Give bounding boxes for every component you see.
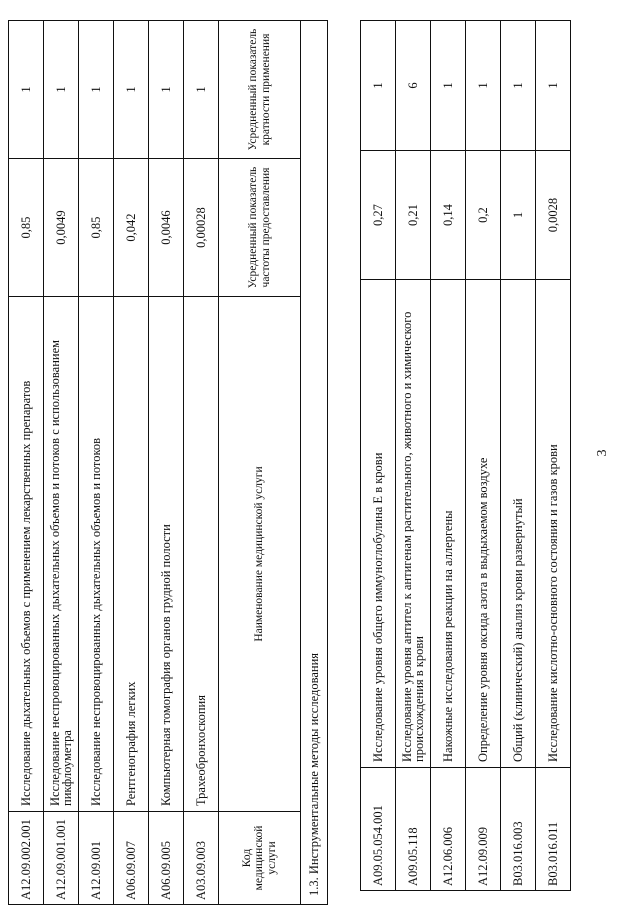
multiplicity-value: 1 — [466, 21, 501, 151]
service-code: A09.05.118 — [396, 768, 431, 891]
frequency-value: 0,0046 — [149, 159, 184, 297]
multiplicity-value: 1 — [536, 21, 571, 151]
table-row — [44, 21, 79, 905]
frequency-value: 0,14 — [431, 151, 466, 280]
frequency-value: 0,0028 — [536, 151, 571, 280]
multiplicity-value: 1 — [79, 21, 114, 159]
service-code: A12.09.002.001 — [9, 812, 44, 905]
frequency-value: 0,27 — [361, 151, 396, 280]
service-name: Трахеобронхоскопия — [184, 297, 219, 812]
instrumental-methods-table — [8, 20, 328, 905]
multiplicity-value: 1 — [431, 21, 466, 151]
table-row — [149, 21, 184, 905]
service-code: B03.016.011 — [536, 768, 571, 891]
table-row — [466, 21, 501, 891]
service-name: Общий (клинический) анализ крови развернутый — [501, 280, 536, 768]
table-row — [361, 21, 396, 891]
service-code: B03.016.003 — [501, 768, 536, 891]
frequency-value: 0,85 — [9, 159, 44, 297]
lab-tests-table — [360, 20, 571, 891]
table-row — [79, 21, 114, 905]
header-frequency: Усредненный показатель частоты предоставления — [219, 159, 301, 297]
header-name: Наименование медицинской услуги — [219, 297, 301, 812]
service-name: Исследование кислотно-основного состояния и газов крови — [536, 280, 571, 768]
multiplicity-value: 1 — [149, 21, 184, 159]
frequency-value: 0,0049 — [44, 159, 79, 297]
multiplicity-value: 1 — [44, 21, 79, 159]
header-code: Код медицинской услуги — [219, 812, 301, 905]
service-code: A12.09.001 — [79, 812, 114, 905]
frequency-value: 0,042 — [114, 159, 149, 297]
multiplicity-value: 6 — [396, 21, 431, 151]
service-name: Исследование дыхательных объемов с применением лекарственных препаратов — [9, 297, 44, 812]
frequency-value: 0,00028 — [184, 159, 219, 297]
service-code: A06.09.007 — [114, 812, 149, 905]
service-code: A06.09.005 — [149, 812, 184, 905]
frequency-value: 0,2 — [466, 151, 501, 280]
section-row — [301, 21, 328, 905]
table-row — [396, 21, 431, 891]
multiplicity-value: 1 — [114, 21, 149, 159]
multiplicity-value: 1 — [9, 21, 44, 159]
frequency-value: 0,21 — [396, 151, 431, 280]
service-code: A12.09.001.001 — [44, 812, 79, 905]
service-code: A09.05.054.001 — [361, 768, 396, 891]
service-code: A12.09.009 — [466, 768, 501, 891]
service-name: Компьютерная томография органов грудной полости — [149, 297, 184, 812]
table-row — [431, 21, 466, 891]
service-name: Исследование неспровоцированных дыхательных объемов и потоков — [79, 297, 114, 812]
service-name: Исследование неспровоцированных дыхательных объемов и потоков с использованием пикфлоуметра — [44, 297, 79, 812]
service-code: A03.09.003 — [184, 812, 219, 905]
multiplicity-value: 1 — [501, 21, 536, 151]
table-row — [184, 21, 219, 905]
frequency-value: 0,85 — [79, 159, 114, 297]
service-name: Исследование уровня общего иммуноглобулина Е в крови — [361, 280, 396, 768]
table-row — [501, 21, 536, 891]
page-number: 3 — [595, 449, 610, 457]
service-name: Накожные исследования реакции на аллергены — [431, 280, 466, 768]
table-row — [536, 21, 571, 891]
multiplicity-value: 1 — [184, 21, 219, 159]
table-row — [114, 21, 149, 905]
multiplicity-value: 1 — [361, 21, 396, 151]
service-name: Рентгенография легких — [114, 297, 149, 812]
header-row — [219, 21, 301, 905]
service-name: Исследование уровня антител к антигенам растительного, животного и химического происхождения в крови — [396, 280, 431, 768]
section-title: 1.3. Инструментальные методы исследования — [301, 21, 328, 905]
service-name: Определение уровня оксида азота в выдыхаемом воздухе — [466, 280, 501, 768]
table-row — [9, 21, 44, 905]
frequency-value: 1 — [501, 151, 536, 280]
service-code: A12.06.006 — [431, 768, 466, 891]
header-multiplicity: Усредненный показатель кратности применения — [219, 21, 301, 159]
